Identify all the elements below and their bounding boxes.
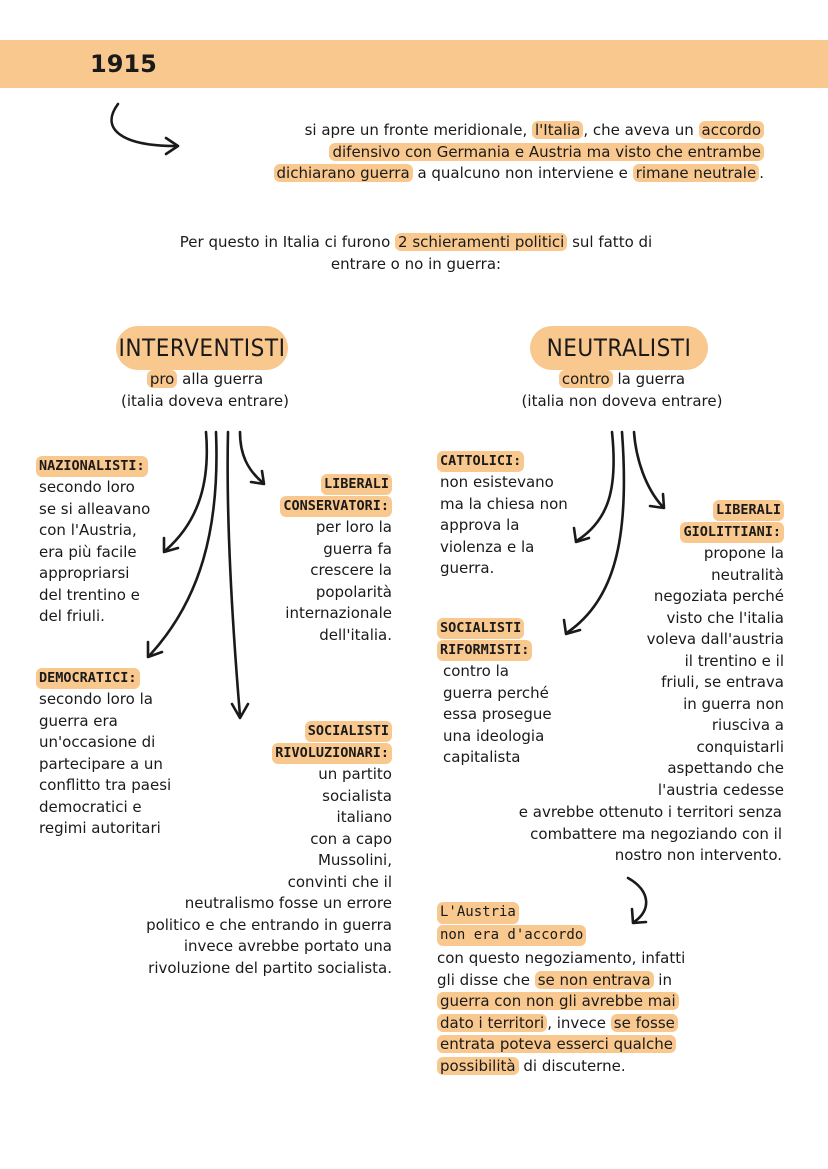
neutralisti-title: NEUTRALISTI: [530, 326, 708, 370]
intro-text: .: [759, 164, 764, 182]
socialisti-riv-tail-line: rivoluzione del partito socialista.: [148, 958, 392, 977]
neutralisti-sub-note: (italia non doveva entrare): [521, 391, 723, 410]
austria-text: di discuterne.: [518, 1056, 626, 1075]
intro-text: si apre un fronte meridionale,: [304, 121, 532, 139]
austria-block: [437, 901, 685, 1077]
liberali-giolittiani-line: in guerra non: [683, 694, 784, 713]
arrow-to-socialisti-riv-icon: [228, 432, 240, 716]
arrow-to-cattolici-icon: [578, 432, 614, 540]
nazionalisti-label: NAZIONALISTI:: [36, 456, 148, 477]
liberali-giolittiani-tail-line: e avrebbe ottenuto i territori senza: [518, 803, 782, 821]
intro-highlight: dichiarano guerra: [274, 164, 413, 182]
liberali-conservatori-line: guerra fa: [323, 539, 392, 558]
democratici-line: conflitto tra paesi: [39, 776, 172, 794]
liberali-giolittiani-line: friuli, se entrava: [661, 673, 784, 691]
liberali-giolittiani-line: voleva dall'austria: [646, 630, 784, 648]
socialisti-riv-line: un partito: [318, 765, 392, 783]
cattolici-block: [437, 450, 568, 580]
nazionalisti-line: del trentino e: [39, 585, 140, 604]
schieramenti-paragraph: [100, 232, 732, 275]
neutralisti-sub-highlight: contro: [559, 370, 613, 388]
intro-paragraph: [274, 120, 764, 185]
nazionalisti-block: [36, 455, 150, 628]
socialisti-rif-line: capitalista: [443, 748, 521, 766]
schieramenti-text: Per questo in Italia ci furono: [179, 233, 396, 251]
liberali-giolittiani-tail-line: combattere ma negoziando con il: [530, 824, 782, 843]
democratici-label: DEMOCRATICI:: [36, 668, 140, 689]
schieramenti-highlight: 2 schieramenti politici: [395, 233, 567, 251]
intro-highlight: rimane neutrale: [633, 164, 760, 182]
nazionalisti-line: del friuli.: [39, 607, 105, 625]
socialisti-rif-line: guerra perché: [443, 683, 549, 702]
austria-highlight: entrata poteva esserci qualche: [437, 1035, 676, 1053]
democratici-line: democratici e: [39, 797, 142, 816]
socialisti-riv-label-2: RIVOLUZIONARI:: [272, 743, 392, 764]
arrow-to-liberali-cons-icon: [240, 432, 262, 482]
nazionalisti-line: appropriarsi: [39, 564, 130, 582]
neutralisti-subtitle: [480, 369, 764, 412]
socialisti-riv-line: convinti che il: [287, 872, 392, 891]
socialisti-riv-line: italiano: [336, 808, 392, 826]
austria-highlight: dato i territori: [437, 1014, 547, 1032]
interventisti-subtitle: [80, 369, 330, 412]
intro-text: a qualcuno non interviene e: [412, 164, 633, 182]
schieramenti-text: sul fatto di: [567, 233, 653, 251]
socialisti-riformisti-block: [437, 617, 552, 769]
liberali-giolittiani-label-2: GIOLITTIANI:: [680, 522, 784, 543]
intro-highlight: l'Italia: [532, 121, 583, 139]
socialisti-rivoluzionari-block: [272, 720, 392, 893]
cattolici-line: ma la chiesa non: [440, 494, 568, 513]
intro-highlight: accordo: [699, 121, 764, 139]
interventisti-sub-text: alla guerra: [177, 370, 264, 388]
democratici-line: partecipare a un: [39, 754, 163, 773]
liberali-giolittiani-line: aspettando che: [667, 759, 784, 777]
liberali-giolittiani-line: neutralità: [711, 565, 784, 584]
socialisti-rif-line: contro la: [443, 662, 509, 680]
socialisti-riv-line: Mussolini,: [317, 851, 392, 869]
socialisti-riv-label-1: SOCIALISTI: [305, 721, 392, 742]
nazionalisti-line: se si alleavano: [39, 499, 151, 518]
socialisti-rif-label-1: SOCIALISTI: [437, 618, 524, 639]
democratici-line: regimi autoritari: [39, 819, 161, 837]
austria-highlight: se non entrava: [535, 971, 654, 989]
cattolici-line: violenza e la: [440, 537, 535, 556]
socialisti-riv-tail-line: politico e che entrando in guerra: [146, 915, 392, 934]
liberali-giolittiani-block: [647, 499, 784, 801]
liberali-giolittiani-tail-line: nostro non intervento.: [614, 846, 782, 864]
socialisti-riv-line: socialista: [322, 786, 392, 805]
interventisti-sub-note: (italia doveva entrare): [121, 391, 289, 410]
liberali-conservatori-line: per loro la: [315, 518, 392, 536]
liberali-conservatori-line: popolarità: [315, 582, 392, 601]
socialisti-riv-tail: [146, 893, 392, 979]
austria-label-1: L'Austria: [437, 902, 519, 924]
socialisti-riv-tail-line: invece avrebbe portato una: [183, 937, 392, 955]
cattolici-line: non esistevano: [440, 473, 554, 491]
austria-label-2: non era d'accordo: [437, 925, 586, 947]
liberali-giolittiani-tail: [519, 802, 782, 867]
liberali-giolittiani-line: l'austria cedesse: [657, 780, 784, 799]
liberali-conservatori-line: crescere la: [310, 561, 392, 579]
liberali-conservatori-block: [280, 473, 392, 646]
neutralisti-sub-text: la guerra: [612, 370, 686, 388]
socialisti-riv-line: con a capo: [310, 829, 392, 848]
liberali-giolittiani-line: conquistarli: [696, 737, 784, 756]
nazionalisti-line: era più facile: [39, 542, 137, 561]
liberali-giolittiani-line: riusciva a: [711, 716, 784, 734]
democratici-line: un'occasione di: [39, 733, 156, 751]
socialisti-rif-label-2: RIFORMISTI:: [437, 640, 532, 661]
arrow-to-socialisti-rif-icon: [568, 432, 624, 632]
austria-highlight: guerra con non gli avrebbe mai: [437, 992, 679, 1010]
socialisti-rif-line: una ideologia: [443, 726, 545, 745]
liberali-conservatori-line: dell'italia.: [319, 625, 392, 644]
liberali-giolittiani-line: il trentino e il: [684, 651, 784, 670]
intro-text: , che aveva un: [583, 121, 699, 139]
austria-line: con questo negoziamento, infatti: [437, 949, 686, 967]
cattolici-line: guerra.: [440, 559, 495, 577]
austria-highlight: possibilità: [437, 1057, 519, 1075]
cattolici-line: approva la: [440, 516, 520, 534]
liberali-giolittiani-line: propone la: [703, 544, 784, 562]
nazionalisti-line: secondo loro: [39, 478, 135, 496]
liberali-giolittiani-label-1: LIBERALI: [713, 500, 784, 521]
liberali-giolittiani-line: visto che l'italia: [666, 608, 784, 627]
austria-highlight: se fosse: [611, 1014, 678, 1032]
liberali-conservatori-label-2: CONSERVATORI:: [280, 496, 392, 517]
page-title: 1915: [90, 50, 157, 78]
austria-text: in: [653, 970, 672, 989]
arrow-to-nazionalisti-icon: [166, 432, 207, 550]
interventisti-title: INTERVENTISTI: [116, 326, 288, 370]
cattolici-label: CATTOLICI:: [437, 451, 524, 472]
schieramenti-text: entrare o no in guerra:: [330, 254, 502, 273]
democratici-block: [36, 667, 171, 840]
intro-highlight: difensivo con Germania e Austria ma visto che entrambe: [329, 143, 764, 161]
democratici-line: guerra era: [39, 711, 118, 730]
liberali-conservatori-label-1: LIBERALI: [321, 474, 392, 495]
democratici-line: secondo loro la: [39, 690, 153, 708]
arrow-to-liberali-gio-icon: [634, 432, 662, 506]
liberali-giolittiani-line: negoziata perché: [653, 587, 784, 605]
socialisti-rif-line: essa prosegue: [443, 705, 552, 723]
austria-text: gli disse che: [437, 970, 535, 989]
interventisti-sub-highlight: pro: [147, 370, 178, 388]
socialisti-riv-tail-line: neutralismo fosse un errore: [184, 894, 392, 912]
nazionalisti-line: con l'Austria,: [39, 521, 137, 539]
austria-text: , invece: [547, 1013, 611, 1032]
liberali-conservatori-line: internazionale: [285, 604, 392, 622]
